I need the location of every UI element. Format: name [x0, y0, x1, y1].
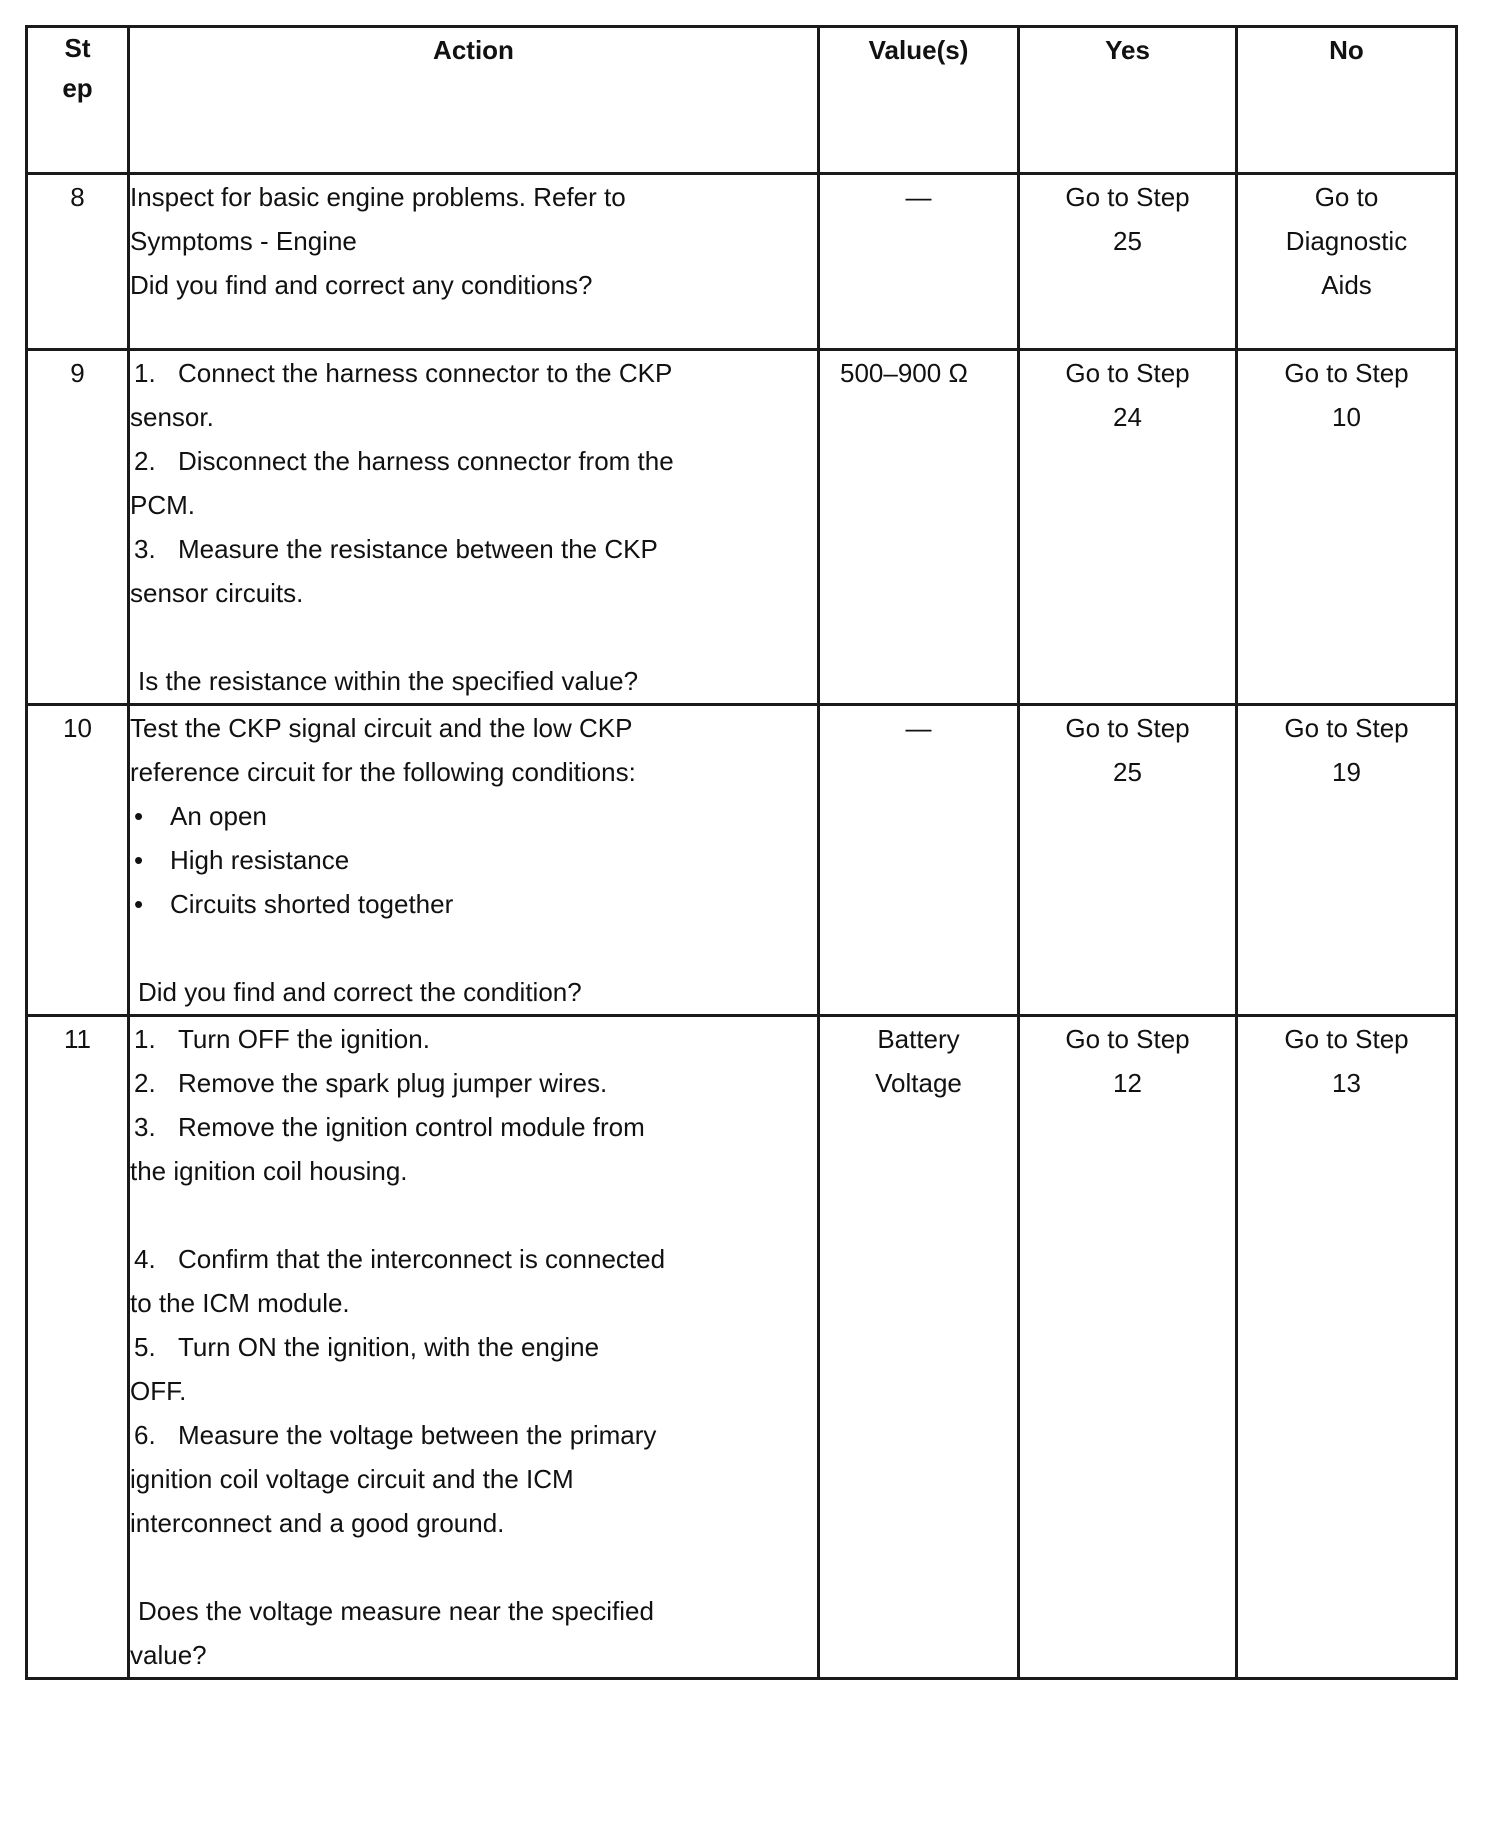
action-cell	[129, 1016, 819, 1679]
yes-cell	[1019, 705, 1237, 1016]
value-cell	[819, 1016, 1019, 1679]
header-action: Action	[129, 27, 819, 174]
header-step-line1: St	[64, 33, 91, 63]
header-step-line2: ep	[62, 73, 93, 103]
action-question: value?	[130, 1640, 207, 1670]
header-no: No	[1237, 27, 1457, 174]
action-line: sensor circuits.	[130, 578, 304, 608]
action-line: Turn OFF the ignition.	[178, 1024, 430, 1054]
action-cell	[129, 350, 819, 705]
table-row	[27, 1016, 1457, 1679]
action-question: Is the resistance within the specified value?	[138, 666, 639, 696]
no-text: Aids	[1321, 270, 1372, 300]
no-text: Go to Step	[1284, 1024, 1409, 1054]
action-line: Measure the resistance between the CKP	[178, 534, 658, 564]
yes-text: Go to Step	[1065, 1024, 1190, 1054]
no-cell	[1237, 350, 1457, 705]
action-line: Remove the spark plug jumper wires.	[178, 1068, 608, 1098]
action-line: Turn ON the ignition, with the engine	[178, 1332, 600, 1362]
no-cell	[1237, 174, 1457, 350]
step-number: 9	[27, 350, 129, 705]
item-number: 5.	[134, 1332, 156, 1362]
no-step: 13	[1332, 1068, 1361, 1098]
yes-text: Go to Step	[1065, 358, 1190, 388]
action-line: Measure the voltage between the primary	[178, 1420, 657, 1450]
item-number: 2.	[134, 1068, 156, 1098]
item-number: 4.	[134, 1244, 156, 1274]
yes-text: Go to Step	[1065, 713, 1190, 743]
action-line: the ignition coil housing.	[130, 1156, 408, 1186]
action-line: ignition coil voltage circuit and the ICM	[130, 1464, 574, 1494]
action-line: sensor.	[130, 402, 214, 432]
action-line: Did you find and correct any conditions?	[130, 270, 593, 300]
item-number: 1.	[134, 358, 156, 388]
action-question: Does the voltage measure near the specified	[138, 1596, 654, 1626]
yes-cell	[1019, 174, 1237, 350]
action-line: OFF.	[130, 1376, 187, 1406]
no-step: 10	[1332, 402, 1361, 432]
item-number: 3.	[134, 534, 156, 564]
value-cell: 500–900 Ω	[819, 350, 1019, 705]
no-text: Go to Step	[1284, 358, 1409, 388]
action-cell	[129, 705, 819, 1016]
action-question: Did you find and correct the condition?	[138, 977, 582, 1007]
header-step	[27, 27, 129, 174]
no-step: 19	[1332, 757, 1361, 787]
action-line: PCM.	[130, 490, 195, 520]
yes-cell	[1019, 1016, 1237, 1679]
header-values: Value(s)	[819, 27, 1019, 174]
table-row	[27, 174, 1457, 350]
action-line: Inspect for basic engine problems. Refer to	[130, 182, 626, 212]
no-text: Go to Step	[1284, 713, 1409, 743]
action-cell	[129, 174, 819, 350]
action-line: Test the CKP signal circuit and the low CKP	[130, 713, 633, 743]
diagnostic-table	[25, 25, 1458, 1680]
step-number: 11	[27, 1016, 129, 1679]
no-cell	[1237, 705, 1457, 1016]
item-number: 2.	[134, 446, 156, 476]
bullet: •	[134, 845, 144, 875]
bullet-text: High resistance	[170, 845, 350, 875]
item-number: 3.	[134, 1112, 156, 1142]
table-row	[27, 350, 1457, 705]
action-line: Remove the ignition control module from	[178, 1112, 645, 1142]
action-line: reference circuit for the following conditions:	[130, 757, 636, 787]
value-line: Voltage	[875, 1068, 962, 1098]
table-row	[27, 705, 1457, 1016]
no-cell	[1237, 1016, 1457, 1679]
bullet: •	[134, 801, 144, 831]
step-number: 10	[27, 705, 129, 1016]
step-number: 8	[27, 174, 129, 350]
no-text: Go to	[1314, 182, 1379, 212]
action-line: to the ICM module.	[130, 1288, 350, 1318]
action-line: Confirm that the interconnect is connected	[178, 1244, 666, 1274]
action-line: Connect the harness connector to the CKP	[178, 358, 673, 388]
item-number: 1.	[134, 1024, 156, 1054]
header-yes: Yes	[1019, 27, 1237, 174]
bullet-text: Circuits shorted together	[170, 889, 454, 919]
yes-step: 24	[1113, 402, 1142, 432]
yes-step: 25	[1113, 226, 1142, 256]
bullet-text: An open	[170, 801, 267, 831]
yes-step: 12	[1113, 1068, 1142, 1098]
header-row	[27, 27, 1457, 174]
action-line: Symptoms - Engine	[130, 226, 357, 256]
yes-step: 25	[1113, 757, 1142, 787]
bullet: •	[134, 889, 144, 919]
yes-text: Go to Step	[1065, 182, 1190, 212]
value-line: Battery	[877, 1024, 960, 1054]
yes-cell	[1019, 350, 1237, 705]
value-cell: —	[819, 174, 1019, 350]
no-text: Diagnostic	[1285, 226, 1408, 256]
value-cell: —	[819, 705, 1019, 1016]
action-line: interconnect and a good ground.	[130, 1508, 505, 1538]
item-number: 6.	[134, 1420, 156, 1450]
action-line: Disconnect the harness connector from the	[178, 446, 674, 476]
